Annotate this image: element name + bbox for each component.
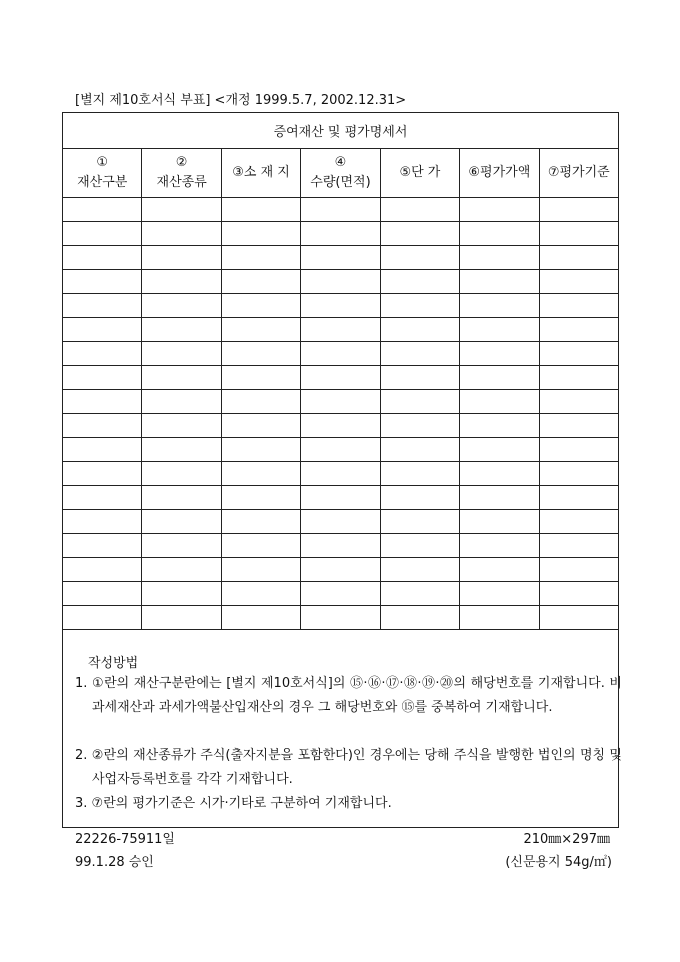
table-cell[interactable]: [380, 438, 459, 462]
table-cell[interactable]: [221, 510, 300, 534]
table-cell[interactable]: [380, 222, 459, 246]
table-cell[interactable]: [380, 582, 459, 606]
table-row: [63, 366, 619, 390]
table-cell[interactable]: [539, 294, 618, 318]
table-cell[interactable]: [301, 270, 380, 294]
table-cell[interactable]: [380, 510, 459, 534]
table-cell[interactable]: [142, 390, 221, 414]
table-cell[interactable]: [221, 534, 300, 558]
table-cell[interactable]: [460, 222, 539, 246]
column-number: ①: [96, 155, 109, 170]
table-cell[interactable]: [539, 414, 618, 438]
table-cell[interactable]: [301, 534, 380, 558]
table-cell[interactable]: [539, 438, 618, 462]
table-cell[interactable]: [539, 318, 618, 342]
column-number: ②: [175, 155, 188, 170]
table-cell[interactable]: [142, 606, 221, 630]
table-row: [63, 486, 619, 510]
table-cell[interactable]: [460, 558, 539, 582]
column-header: [460, 149, 539, 198]
table-cell[interactable]: [142, 534, 221, 558]
table-cell[interactable]: [221, 390, 300, 414]
column-header: [301, 149, 380, 198]
table-cell[interactable]: [539, 270, 618, 294]
table-cell[interactable]: [142, 318, 221, 342]
table-cell[interactable]: [301, 222, 380, 246]
table-row: [63, 222, 619, 246]
column-header: [63, 149, 142, 198]
table-cell[interactable]: [539, 558, 618, 582]
table-cell[interactable]: [301, 438, 380, 462]
column-number: ④: [334, 155, 347, 170]
paper-size: 210㎜×297㎜: [523, 832, 610, 847]
table-cell[interactable]: [142, 294, 221, 318]
table-row: [63, 558, 619, 582]
table-cell[interactable]: [301, 198, 380, 222]
table-cell[interactable]: [301, 486, 380, 510]
table-cell[interactable]: [380, 342, 459, 366]
table-cell[interactable]: [221, 558, 300, 582]
table-cell[interactable]: [460, 318, 539, 342]
table-row: [63, 318, 619, 342]
table-cell[interactable]: [380, 270, 459, 294]
table-cell[interactable]: [142, 366, 221, 390]
table-cell[interactable]: [539, 366, 618, 390]
table-cell[interactable]: [63, 414, 142, 438]
table-cell[interactable]: [460, 462, 539, 486]
table-row: [63, 270, 619, 294]
paper-type: (신문용지 54g/㎡): [505, 855, 612, 870]
instructions: [62, 630, 622, 828]
table-cell[interactable]: [380, 462, 459, 486]
table-row: [63, 438, 619, 462]
table-cell[interactable]: [460, 198, 539, 222]
table-cell[interactable]: [221, 198, 300, 222]
instruction-item: 3. ⑦란의 평가기준은 시가·기타로 구분하여 기재합니다.: [75, 796, 392, 811]
column-header: [221, 149, 300, 198]
table-cell[interactable]: [460, 606, 539, 630]
table-cell[interactable]: [539, 534, 618, 558]
table-cell[interactable]: [142, 270, 221, 294]
table-cell[interactable]: [539, 582, 618, 606]
table-cell[interactable]: [301, 246, 380, 270]
table-cell[interactable]: [301, 294, 380, 318]
table-cell[interactable]: [221, 342, 300, 366]
table-cell[interactable]: [63, 342, 142, 366]
table-cell[interactable]: [380, 294, 459, 318]
table-cell[interactable]: [63, 246, 142, 270]
table-cell[interactable]: [301, 414, 380, 438]
table-cell[interactable]: [301, 606, 380, 630]
table-cell[interactable]: [301, 510, 380, 534]
table-cell[interactable]: [63, 486, 142, 510]
table-cell[interactable]: [460, 246, 539, 270]
table-cell[interactable]: [380, 318, 459, 342]
table-cell[interactable]: [221, 294, 300, 318]
table-cell[interactable]: [380, 558, 459, 582]
column-header: [142, 149, 221, 198]
table-cell[interactable]: [142, 246, 221, 270]
table-cell[interactable]: [460, 366, 539, 390]
table-cell[interactable]: [539, 342, 618, 366]
table-cell[interactable]: [221, 438, 300, 462]
table-cell[interactable]: [539, 486, 618, 510]
table-cell[interactable]: [301, 318, 380, 342]
table-cell[interactable]: [380, 606, 459, 630]
table-row: [63, 510, 619, 534]
table-cell[interactable]: [539, 222, 618, 246]
instruction-item: 1. ①란의 재산구분란에는 [별지 제10호서식]의 ⑮·⑯·⑰·⑱·⑲·⑳의 해당번호를 기재합니다. 비과세재산과 과세가액불산입재산의 경우 그 해당번호와 ⑮를 중복하여 기재합니다.: [75, 676, 622, 715]
table-cell[interactable]: [301, 462, 380, 486]
property-table: [62, 112, 619, 630]
table-row: [63, 462, 619, 486]
table-cell[interactable]: [460, 582, 539, 606]
column-label: 재산구분: [77, 175, 128, 190]
table-cell[interactable]: [301, 342, 380, 366]
table-cell[interactable]: [63, 534, 142, 558]
table-cell[interactable]: [63, 198, 142, 222]
table-cell[interactable]: [142, 510, 221, 534]
table-row: [63, 414, 619, 438]
table-cell[interactable]: [221, 606, 300, 630]
table-row: [63, 606, 619, 630]
table-cell[interactable]: [539, 462, 618, 486]
table-cell[interactable]: [63, 318, 142, 342]
table-cell[interactable]: [380, 534, 459, 558]
table-cell[interactable]: [221, 222, 300, 246]
table-cell[interactable]: [460, 390, 539, 414]
table-cell[interactable]: [221, 582, 300, 606]
table-cell[interactable]: [539, 390, 618, 414]
table-cell[interactable]: [460, 414, 539, 438]
table-cell[interactable]: [63, 462, 142, 486]
table-row: [63, 198, 619, 222]
table-row: [63, 294, 619, 318]
table-cell[interactable]: [63, 582, 142, 606]
table-cell[interactable]: [63, 222, 142, 246]
table-cell[interactable]: [301, 582, 380, 606]
table-cell[interactable]: [63, 510, 142, 534]
table-cell[interactable]: [142, 582, 221, 606]
approval-date: 99.1.28 승인: [75, 855, 154, 870]
table-cell[interactable]: [460, 438, 539, 462]
column-label: ⑦평가기준: [547, 165, 610, 180]
table-row: [63, 342, 619, 366]
table-cell[interactable]: [460, 534, 539, 558]
column-label: 수량(면적): [310, 175, 371, 190]
table-cell[interactable]: [63, 558, 142, 582]
table-row: [63, 534, 619, 558]
table-cell[interactable]: [221, 270, 300, 294]
table-cell[interactable]: [142, 438, 221, 462]
table-cell[interactable]: [221, 246, 300, 270]
instructions-title: 작성방법: [88, 656, 139, 671]
table-cell[interactable]: [142, 222, 221, 246]
table-cell[interactable]: [460, 486, 539, 510]
table-cell[interactable]: [221, 486, 300, 510]
table-cell[interactable]: [221, 462, 300, 486]
table-cell[interactable]: [63, 390, 142, 414]
table-cell[interactable]: [380, 414, 459, 438]
column-header: [539, 149, 618, 198]
table-cell[interactable]: [301, 390, 380, 414]
table-cell[interactable]: [301, 366, 380, 390]
column-label: ⑥평가가액: [468, 165, 531, 180]
column-label: 재산종류: [156, 175, 207, 190]
form-header: [별지 제10호서식 부표] <개정 1999.5.7, 2002.12.31>: [75, 93, 407, 108]
table-cell[interactable]: [142, 414, 221, 438]
table-row: [63, 246, 619, 270]
table-cell[interactable]: [380, 486, 459, 510]
table-cell[interactable]: [539, 606, 618, 630]
table-cell[interactable]: [63, 366, 142, 390]
table-cell[interactable]: [142, 342, 221, 366]
table-cell[interactable]: [380, 246, 459, 270]
table-cell[interactable]: [63, 438, 142, 462]
table-cell[interactable]: [63, 270, 142, 294]
table-cell[interactable]: [142, 558, 221, 582]
column-label: ⑤단 가: [399, 165, 441, 180]
table-cell[interactable]: [221, 366, 300, 390]
table-cell[interactable]: [539, 246, 618, 270]
table-title: 증여재산 및 평가명세서: [63, 113, 619, 149]
table-cell[interactable]: [460, 294, 539, 318]
table-cell[interactable]: [142, 462, 221, 486]
table-cell[interactable]: [460, 342, 539, 366]
table-cell[interactable]: [460, 270, 539, 294]
table-cell[interactable]: [142, 486, 221, 510]
table-cell[interactable]: [142, 198, 221, 222]
table-cell[interactable]: [221, 318, 300, 342]
table-cell[interactable]: [63, 294, 142, 318]
instruction-item: 2. ②란의 재산종류가 주식(출자지분을 포함한다)인 경우에는 당해 주식을 발행한 법인의 명칭 및 사업자등록번호를 각각 기재합니다.: [75, 748, 622, 787]
table-cell[interactable]: [380, 390, 459, 414]
table-cell[interactable]: [539, 198, 618, 222]
table-row: [63, 390, 619, 414]
table-cell[interactable]: [221, 414, 300, 438]
table-cell[interactable]: [380, 198, 459, 222]
column-header: [380, 149, 459, 198]
table-cell[interactable]: [539, 510, 618, 534]
table-row: [63, 582, 619, 606]
table-cell[interactable]: [380, 366, 459, 390]
table-cell[interactable]: [301, 558, 380, 582]
table-cell[interactable]: [63, 606, 142, 630]
column-label: ③소 재 지: [232, 165, 290, 180]
form-code: 22226-75911일: [75, 832, 175, 847]
table-cell[interactable]: [460, 510, 539, 534]
